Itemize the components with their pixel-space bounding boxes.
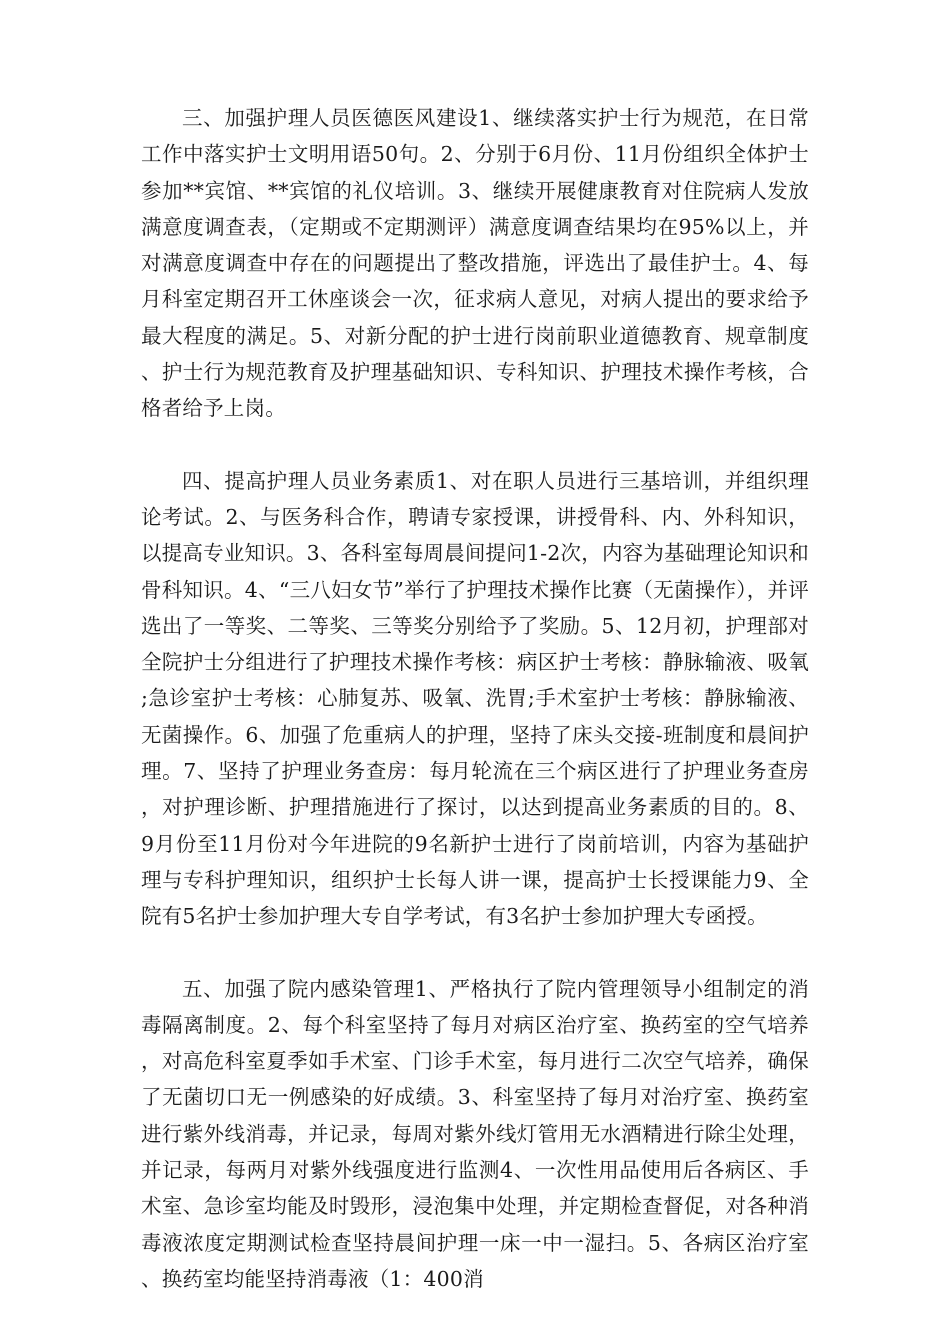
paragraph-section-five: 五、加强了院内感染管理1、严格执行了院内管理领导小组制定的消毒隔离制度。2、每个科室坚持了每月对病区治疗室、换药室的空气培养，对高危科室夏季如手术室、门诊手术室，每月进行二次空气培养，确保了无菌切口无一例感染的好成绩。3、科室坚持了每月对治疗室、换药室进行紫外线消毒，并记录，每周对紫外线灯管用无水酒精进行除尘处理，并记录，每两月对紫外线强度进行监测4、一次性用品使用后各病区、手术室、急诊室均能及时毁形，浸泡集中处理，并定期检查督促，对各种消毒液浓度定期测试检查坚持晨间护理一床一中一湿扫。5、各病区治疗室、换药室均能坚持消毒液（1：400消: [141, 976, 809, 1291]
document-body: [141, 100, 809, 1297]
paragraph-section-four: 四、提高护理人员业务素质1、对在职人员进行三基培训，并组织理论考试。2、与医务科合作，聘请专家授课，讲授骨科、内、外科知识，以提高专业知识。3、各科室每周晨间提问1-2次，内容为基础理论知识和骨科知识。4、“三八妇女节”举行了护理技术操作比赛（无菌操作），并评选出了一等奖、二等奖、三等奖分别给予了奖励。5、12月初，护理部对全院护士分组进行了护理技术操作考核：病区护士考核：静脉输液、吸氧;急诊室护士考核：心肺复苏、吸氧、洗胃;手术室护士考核：静脉输液、无菌操作。6、加强了危重病人的护理，坚持了床头交接-班制度和晨间护理。7、坚持了护理业务查房：每月轮流在三个病区进行了护理业务查房，对护理诊断、护理措施进行了探讨，以达到提高业务素质的目的。8、9月份至11月份对今年进院的9名新护士进行了岗前培训，内容为基础护理与专科护理知识，组织护士长每人讲一课，提高护士长授课能力9、全院有5名护士参加护理大专自学考试，有3名护士参加护理大专函授。: [141, 468, 809, 929]
paragraph-section-three: 三、加强护理人员医德医风建设1、继续落实护士行为规范，在日常工作中落实护士文明用语50句。2、分别于6月份、11月份组织全体护士参加**宾馆、**宾馆的礼仪培训。3、继续开展健康教育对住院病人发放满意度调查表，（定期或不定期测评）满意度调查结果均在95%以上，并对满意度调查中存在的问题提出了整改措施，评选出了最佳护士。4、每月科室定期召开工休座谈会一次，征求病人意见，对病人提出的要求给予最大程度的满足。5、对新分配的护士进行岗前职业道德教育、规章制度、护士行为规范教育及护理基础知识、专科知识、护理技术操作考核，合格者给予上岗。: [141, 106, 809, 421]
